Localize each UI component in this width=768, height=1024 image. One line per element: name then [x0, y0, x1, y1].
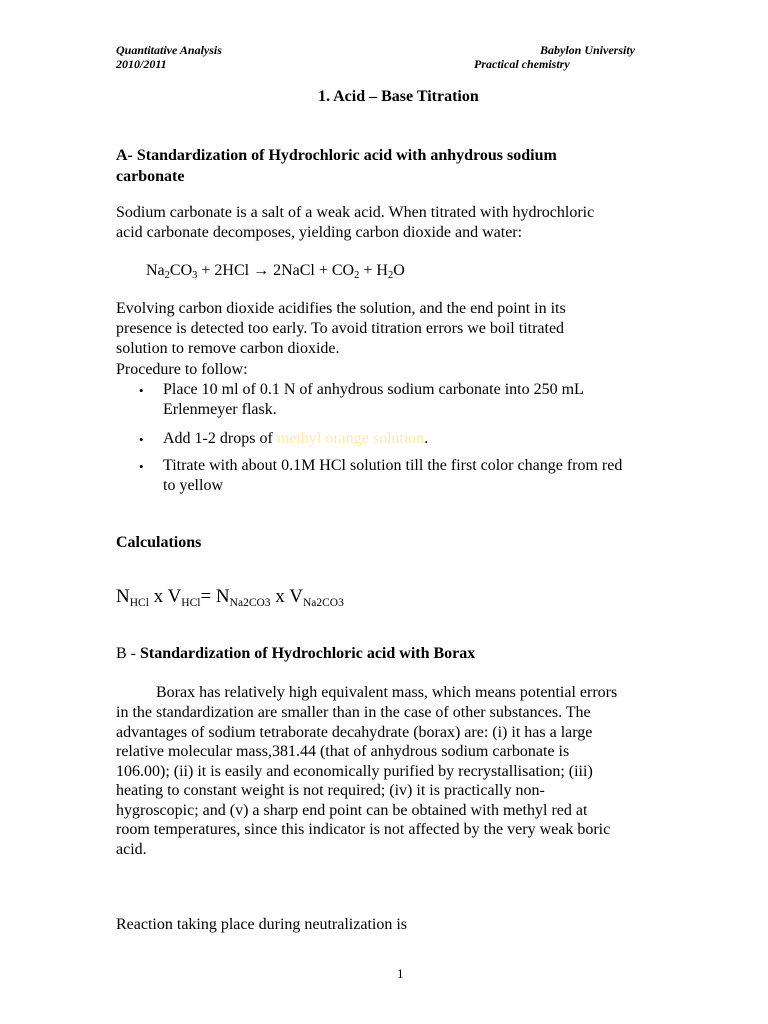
bullet-icon: •: [139, 432, 144, 447]
formula-subscript: Na2CO3: [302, 597, 344, 609]
formula-subscript: HCl: [129, 597, 149, 609]
reaction-equation: [146, 261, 405, 281]
formula-part: x V: [270, 586, 303, 607]
bullet-2-prefix: Add 1-2 drops of: [163, 430, 277, 447]
formula-subscript: HCl: [181, 597, 201, 609]
formula-part: N: [116, 586, 130, 607]
section-b-heading: [116, 643, 475, 664]
borax-line-7: hygroscopic; and (v) a sharp end point can be obtained with methyl red at: [116, 802, 588, 819]
equation-part: CO: [169, 262, 193, 279]
header-year: 2010/2011: [116, 57, 167, 71]
equation-subscript: 3: [192, 270, 198, 281]
page-number: 1: [397, 966, 404, 981]
formula-part: x V: [148, 586, 182, 607]
equation-subscript: 2: [164, 270, 170, 281]
header-university: Babylon University: [540, 43, 635, 57]
section-b-prefix: B -: [116, 645, 140, 662]
header-course: Quantitative Analysis: [116, 43, 222, 57]
equation-subscript: 2: [354, 270, 360, 281]
bullet-2-suffix: .: [424, 430, 429, 447]
bullet-2: [163, 429, 428, 449]
borax-line-9: acid.: [116, 841, 147, 858]
section-a-heading-line1: A- Standardization of Hydrochloric acid with anhydrous sodium: [116, 147, 557, 164]
section-b-title: Standardization of Hydrochloric acid with Borax: [140, 645, 476, 662]
bullet-icon: •: [139, 383, 144, 398]
section-a-heading-line2: carbonate: [116, 168, 185, 185]
indicator-highlight: methyl orange solution: [276, 430, 425, 447]
bullet-1-line-2: Erlenmeyer flask.: [163, 401, 277, 418]
formula-subscript: Na2CO3: [229, 597, 271, 609]
paragraph-line-1: Evolving carbon dioxide acidifies the solution, and the end point in its: [116, 300, 566, 317]
equation-part: O: [393, 262, 405, 279]
intro-line-1: Sodium carbonate is a salt of a weak acid. When titrated with hydrochloric: [116, 204, 595, 221]
procedure-label: Procedure to follow:: [116, 361, 248, 378]
bullet-3-line-2: to yellow: [163, 477, 223, 494]
intro-line-2: acid carbonate decomposes, yielding carbon dioxide and water:: [116, 224, 523, 241]
equation-part: Na: [146, 262, 165, 279]
borax-line-4: relative molecular mass,381.44 (that of anhydrous sodium carbonate is: [116, 743, 570, 760]
paragraph-line-2: presence is detected too early. To avoid titration errors we boil titrated: [116, 320, 565, 337]
borax-line-8: room temperatures, since this indicator is not affected by the very weak boric: [116, 821, 611, 838]
page-title: 1. Acid – Base Titration: [318, 88, 479, 105]
bullet-icon: •: [139, 459, 144, 474]
formula-part: = N: [200, 586, 230, 607]
bullet-1-line-1: Place 10 ml of 0.1 N of anhydrous sodium carbonate into 250 mL: [163, 381, 584, 398]
header-subject: Practical chemistry: [474, 57, 570, 71]
normality-formula: [116, 586, 344, 608]
calculations-heading: Calculations: [116, 534, 202, 551]
borax-line-1: Borax has relatively high equivalent mass, which means potential errors: [156, 684, 618, 701]
paragraph-line-3: solution to remove carbon dioxide.: [116, 340, 340, 357]
bullet-3-line-1: Titrate with about 0.1M HCl solution till the first color change from red: [163, 457, 623, 474]
equation-part: + H: [359, 262, 388, 279]
borax-line-3: advantages of sodium tetraborate decahydrate (borax) are: (i) it has a large: [116, 724, 593, 741]
equation-part: + 2HCl → 2NaCl + CO: [197, 262, 355, 279]
borax-line-2: in the standardization are smaller than in the case of other substances. The: [116, 704, 591, 721]
equation-subscript: 2: [387, 270, 394, 281]
borax-line-5: 106.00); (ii) it is easily and economically purified by recrystallisation; (iii): [116, 763, 593, 780]
borax-line-6: heating to constant weight is not required; (iv) it is practically non-: [116, 782, 545, 799]
reaction-intro: Reaction taking place during neutralization is: [116, 916, 408, 933]
